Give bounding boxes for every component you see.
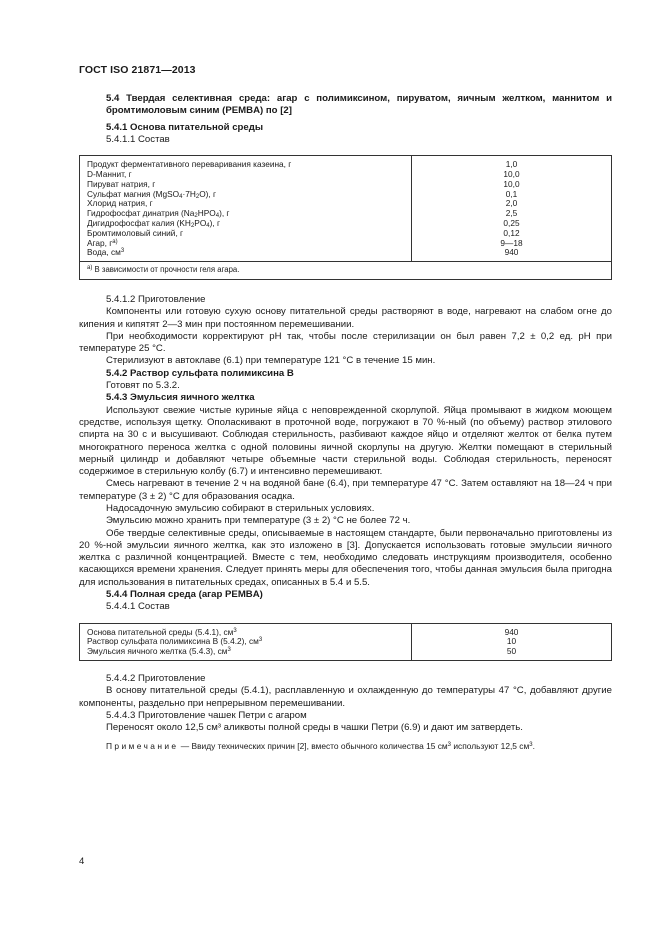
heading-5-4-1: 5.4.1 Основа питательной среды: [106, 121, 264, 133]
paragraph: Надосадочную эмульсию собирают в стерильных условиях.: [106, 503, 375, 514]
ingredient-name: Дигидрофосфат калия $(KH_2PO_4)$, г: [87, 217, 221, 229]
document-code: ГОСТ ISO 21871—2013: [79, 64, 196, 76]
note-label: Примечание: [106, 740, 179, 751]
heading-5-4-2: 5.4.2 Раствор сульфата полимиксина В: [106, 367, 294, 379]
ingredient-name: Сульфат магния $(MgSO_4\cdot 7H_2O)$, г: [87, 188, 217, 200]
paragraph: Компоненты или готовую сухую основу питательной среды растворяют в воде, нагревают на слабом огне до кипения и кипятят 2—3 мин при постоянном перемешивании.: [79, 306, 612, 330]
ingredient-name: Эмульсия яичного желтка (5.4.3), $см^3$: [87, 646, 231, 657]
subheading-5-4-4-3: 5.4.4.3 Приготовление чашек Петри с агаром: [106, 709, 307, 721]
heading-5-4-4: 5.4.4 Полная среда (агар PEMBA): [106, 589, 263, 601]
ingredient-value: 10: [506, 636, 517, 647]
subheading-5-4-4-2: 5.4.4.2 Приготовление: [106, 673, 206, 685]
ingredient-name: Основа питательной среды (5.4.1), $см^3$: [87, 626, 237, 637]
paragraph: В основу питательной среды (5.4.1), расплавленную и охлажденную до температуры 47 °С, добавляют другие компоненты, раздельно при непрерывном перемешивании.: [79, 685, 612, 709]
ingredient-value: 940: [504, 247, 519, 258]
ingredient-value: 2,0: [505, 198, 518, 209]
ingredient-name: Продукт ферментативного переваривания казеина, г: [87, 159, 292, 170]
paragraph: Готовят по 5.3.2.: [106, 380, 180, 392]
heading-5-4-3: 5.4.3 Эмульсия яичного желтка: [106, 392, 255, 404]
note: Примечание — Ввиду технических причин [2], вместо обычного количества 15 $см^3$ используют 12,5 $см^3$.: [106, 740, 535, 751]
ingredient-value: 50: [506, 646, 517, 657]
ingredient-name: Раствор сульфата полимиксина В (5.4.2), $см^3$: [87, 636, 263, 647]
table-row: [80, 623, 612, 660]
subheading-5-4-4-1: 5.4.4.1 Состав: [106, 601, 170, 613]
table-row: [80, 156, 612, 262]
ingredient-name: Гидрофосфат динатрия $(Na_2HPO_4)$, г: [87, 208, 230, 220]
ingredient-values-cell: [412, 156, 612, 262]
ingredient-value: 0,25: [503, 217, 520, 228]
paragraph: Переносят около 12,5 см³ аликвоты полной среды в чашки Петри (6.9) и дают им затвердеть.: [106, 722, 523, 734]
paragraph: Обе твердые селективные среды, описываемые в настоящем стандарте, были первоначально приготовлены из 20 %-ной эмульсии яичного желтка, как это изложено в [3]. Допускается использовать готовые эмульсии яичного желтка с различной концентрацией. Вместе с тем, необходимо следовать инструкциям производителя, особенно касающихся времени хранения. Следует принять меры для обеспечения того, чтобы данная эмульсия была пригодна для использования в питательных средах, описанных в 5.4 и 5.5.: [79, 527, 612, 588]
ingredient-value: 1,0: [505, 159, 518, 170]
ingredient-value: 2,5: [505, 208, 518, 219]
ingredient-name: Бромтимоловый синий, г: [87, 227, 184, 238]
paragraph: Смесь нагревают в течение 2 ч на водяной бане (6.4), при температуре 47 °С. Затем оставляют на 18—24 ч при температуре (3 ± 2) °С для образования осадка.: [79, 478, 612, 502]
composition-table-5-4-4: [79, 623, 612, 661]
ingredient-value: 9—18: [500, 237, 523, 248]
ingredient-name: Вода, $см^3$: [87, 247, 125, 258]
ingredient-name: Агар, $г^{а)}$: [87, 237, 118, 248]
table-footnote-row: [80, 262, 612, 280]
paragraph: Стерилизуют в автоклаве (6.1) при температуре 121 °С в течение 15 мин.: [106, 355, 436, 367]
ingredient-value: 10,0: [503, 168, 520, 179]
ingredient-value: 10,0: [503, 178, 520, 189]
ingredient-names-cell: [80, 156, 412, 262]
ingredient-value: 0,1: [505, 188, 518, 199]
page-body: [79, 93, 612, 752]
paragraph: Используют свежие чистые куриные яйца с неповрежденной скорлупой. Яйца промывают в жидком моющем средстве, используя щетку. Ополаскивают в проточной воде, погружают в 70 %-ный (по объему) раствор этилового спирта на 30 с и высушивают. Соблюдая стерильность, разбивают каждое яйцо и отделяют желток от белка путем многократного переноса желтка с одной половины яичной скорлупы на другую. Желтки помещают в стерильный мерный цилиндр и добавляют четыре объемные части стерильной воды. Соблюдая стерильность, переносят содержимое в стерильную колбу (6.7) и интенсивно перемешивают.: [79, 404, 612, 478]
ingredient-value: 0,12: [503, 227, 520, 238]
composition-table-5-4-1: [79, 155, 612, 280]
subheading-5-4-1-2: 5.4.1.2 Приготовление: [106, 293, 206, 305]
paragraph: Эмульсию можно хранить при температуре (3 ± 2) °С не более 72 ч.: [106, 515, 411, 527]
paragraph: При необходимости корректируют pH так, чтобы после стерилизации он был равен 7,2 ± 0,2 ед. pH при температуре 25 °С.: [79, 330, 612, 355]
page-number: 4: [79, 856, 85, 867]
ingredient-values-cell: [412, 623, 612, 660]
section-5-4-title: 5.4 Твердая селективная среда: агар с полимиксином, пируватом, яичным желтком, маннитом и бромтимоловым синим (PEMBA) по [2]: [106, 93, 612, 117]
ingredient-name: Хлорид натрия, г: [87, 198, 153, 209]
subheading-5-4-1-1: 5.4.1.1 Состав: [106, 133, 170, 145]
ingredient-name: Пируват натрия, г: [87, 178, 156, 189]
ingredient-value: 940: [504, 626, 519, 637]
ingredient-name: D-Маннит, г: [87, 168, 132, 179]
table-footnote: $^{а)}$ В зависимости от прочности геля агара.: [80, 262, 612, 280]
ingredient-names-cell: [80, 623, 412, 660]
